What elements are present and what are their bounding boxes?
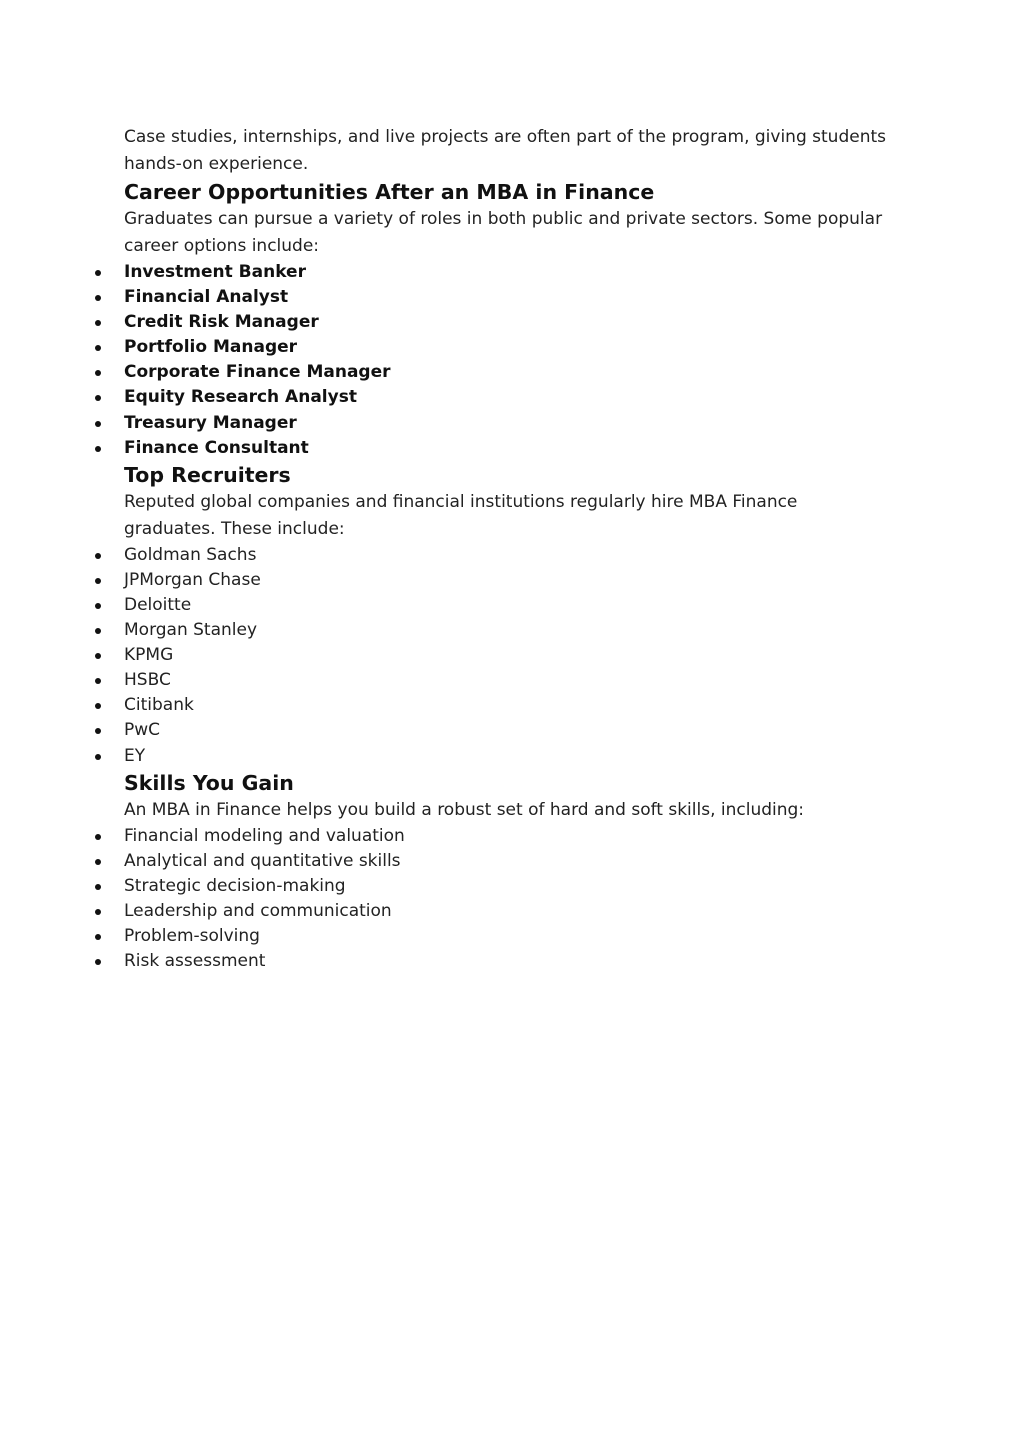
- list-item: Morgan Stanley: [124, 618, 894, 643]
- list-item: Financial Analyst: [124, 285, 894, 310]
- list-item: Finance Consultant: [124, 436, 894, 461]
- list-item: HSBC: [124, 668, 894, 693]
- recruiters-intro-paragraph: Reputed global companies and financial institutions regularly hire MBA Finance graduates. These include:: [124, 491, 798, 539]
- career-intro-paragraph: Graduates can pursue a variety of roles in both public and private sectors. Some popular career options include:: [124, 209, 883, 256]
- list-item: Leadership and communication: [124, 899, 894, 924]
- list-item: KPMG: [124, 643, 894, 668]
- list-item: Deloitte: [124, 593, 894, 618]
- list-item: Credit Risk Manager: [124, 310, 894, 335]
- list-item: Strategic decision-making: [124, 874, 894, 899]
- list-item: Analytical and quantitative skills: [124, 849, 894, 874]
- list-item: Risk assessment: [124, 949, 894, 974]
- list-item: Investment Banker: [124, 260, 894, 285]
- list-item: PwC: [124, 718, 894, 743]
- skills-heading: Skills You Gain: [124, 770, 294, 795]
- list-item: Problem-solving: [124, 924, 894, 949]
- list-item: Citibank: [124, 693, 894, 718]
- career-opportunities-heading: Career Opportunities After an MBA in Finance: [124, 180, 655, 204]
- list-item: JPMorgan Chase: [124, 568, 894, 593]
- recruiters-list: [124, 543, 894, 769]
- top-recruiters-heading: Top Recruiters: [124, 462, 291, 487]
- intro-paragraph: Case studies, internships, and live projects are often part of the program, giving students hands-on experience.: [124, 127, 886, 174]
- document-content: [124, 124, 894, 974]
- skills-intro-paragraph: An MBA in Finance helps you build a robust set of hard and soft skills, including:: [124, 799, 805, 820]
- list-item: EY: [124, 744, 894, 769]
- list-item: Corporate Finance Manager: [124, 360, 894, 385]
- list-item: Equity Research Analyst: [124, 385, 894, 410]
- skills-list: [124, 824, 894, 975]
- list-item: Financial modeling and valuation: [124, 824, 894, 849]
- list-item: Treasury Manager: [124, 411, 894, 436]
- list-item: Portfolio Manager: [124, 335, 894, 360]
- career-options-list: [124, 260, 894, 461]
- list-item: Goldman Sachs: [124, 543, 894, 568]
